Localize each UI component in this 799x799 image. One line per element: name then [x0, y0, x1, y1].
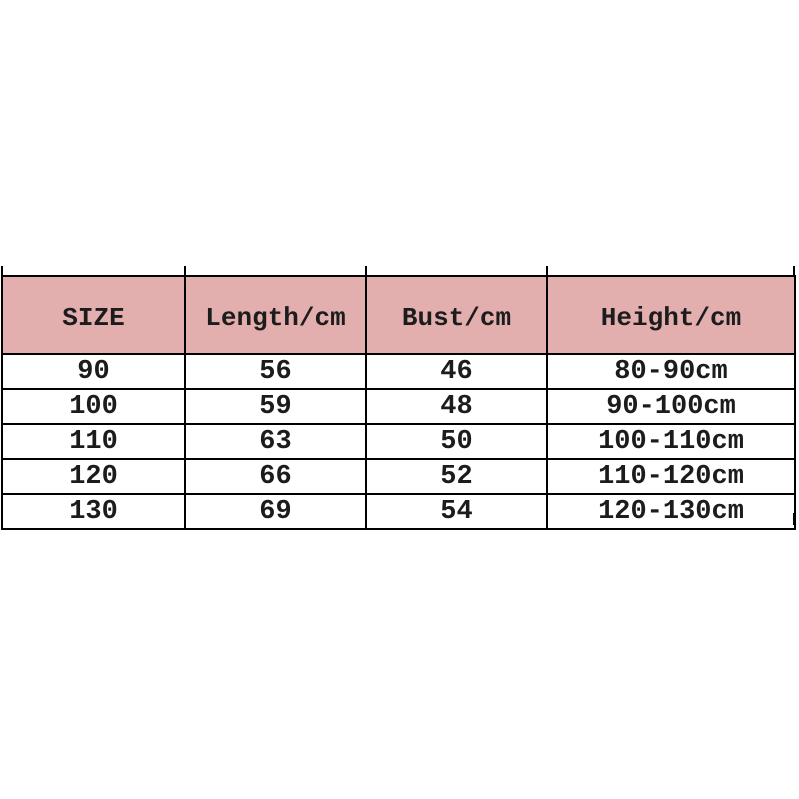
size-chart-table [1, 275, 796, 530]
cell-height: 100-110cm [547, 424, 795, 459]
cell-size: 120 [2, 459, 185, 494]
table-row [2, 494, 795, 529]
table-row [2, 459, 795, 494]
cell-size: 90 [2, 354, 185, 389]
cell-bust: 48 [366, 389, 547, 424]
cell-length: 56 [185, 354, 366, 389]
cell-bust: 46 [366, 354, 547, 389]
cell-bust: 52 [366, 459, 547, 494]
cell-height: 90-100cm [547, 389, 795, 424]
table-row [2, 389, 795, 424]
cell-bust: 54 [366, 494, 547, 529]
table-row [2, 354, 795, 389]
gridline-stub [1, 513, 3, 525]
gridline-stub [793, 513, 795, 525]
column-header-size: SIZE [2, 276, 185, 354]
cell-height: 80-90cm [547, 354, 795, 389]
gridline-stub [184, 513, 186, 525]
cell-height: 120-130cm [547, 494, 795, 529]
column-header-bust: Bust/cm [366, 276, 547, 354]
cell-length: 69 [185, 494, 366, 529]
cell-length: 66 [185, 459, 366, 494]
cell-bust: 50 [366, 424, 547, 459]
column-header-height: Height/cm [547, 276, 795, 354]
column-header-length: Length/cm [185, 276, 366, 354]
cell-length: 59 [185, 389, 366, 424]
cell-height: 110-120cm [547, 459, 795, 494]
header-row [2, 276, 795, 354]
cell-size: 130 [2, 494, 185, 529]
gridline-stub [546, 513, 548, 525]
gridline-stub [365, 513, 367, 525]
cell-size: 110 [2, 424, 185, 459]
table-row [2, 424, 795, 459]
cell-length: 63 [185, 424, 366, 459]
cell-size: 100 [2, 389, 185, 424]
